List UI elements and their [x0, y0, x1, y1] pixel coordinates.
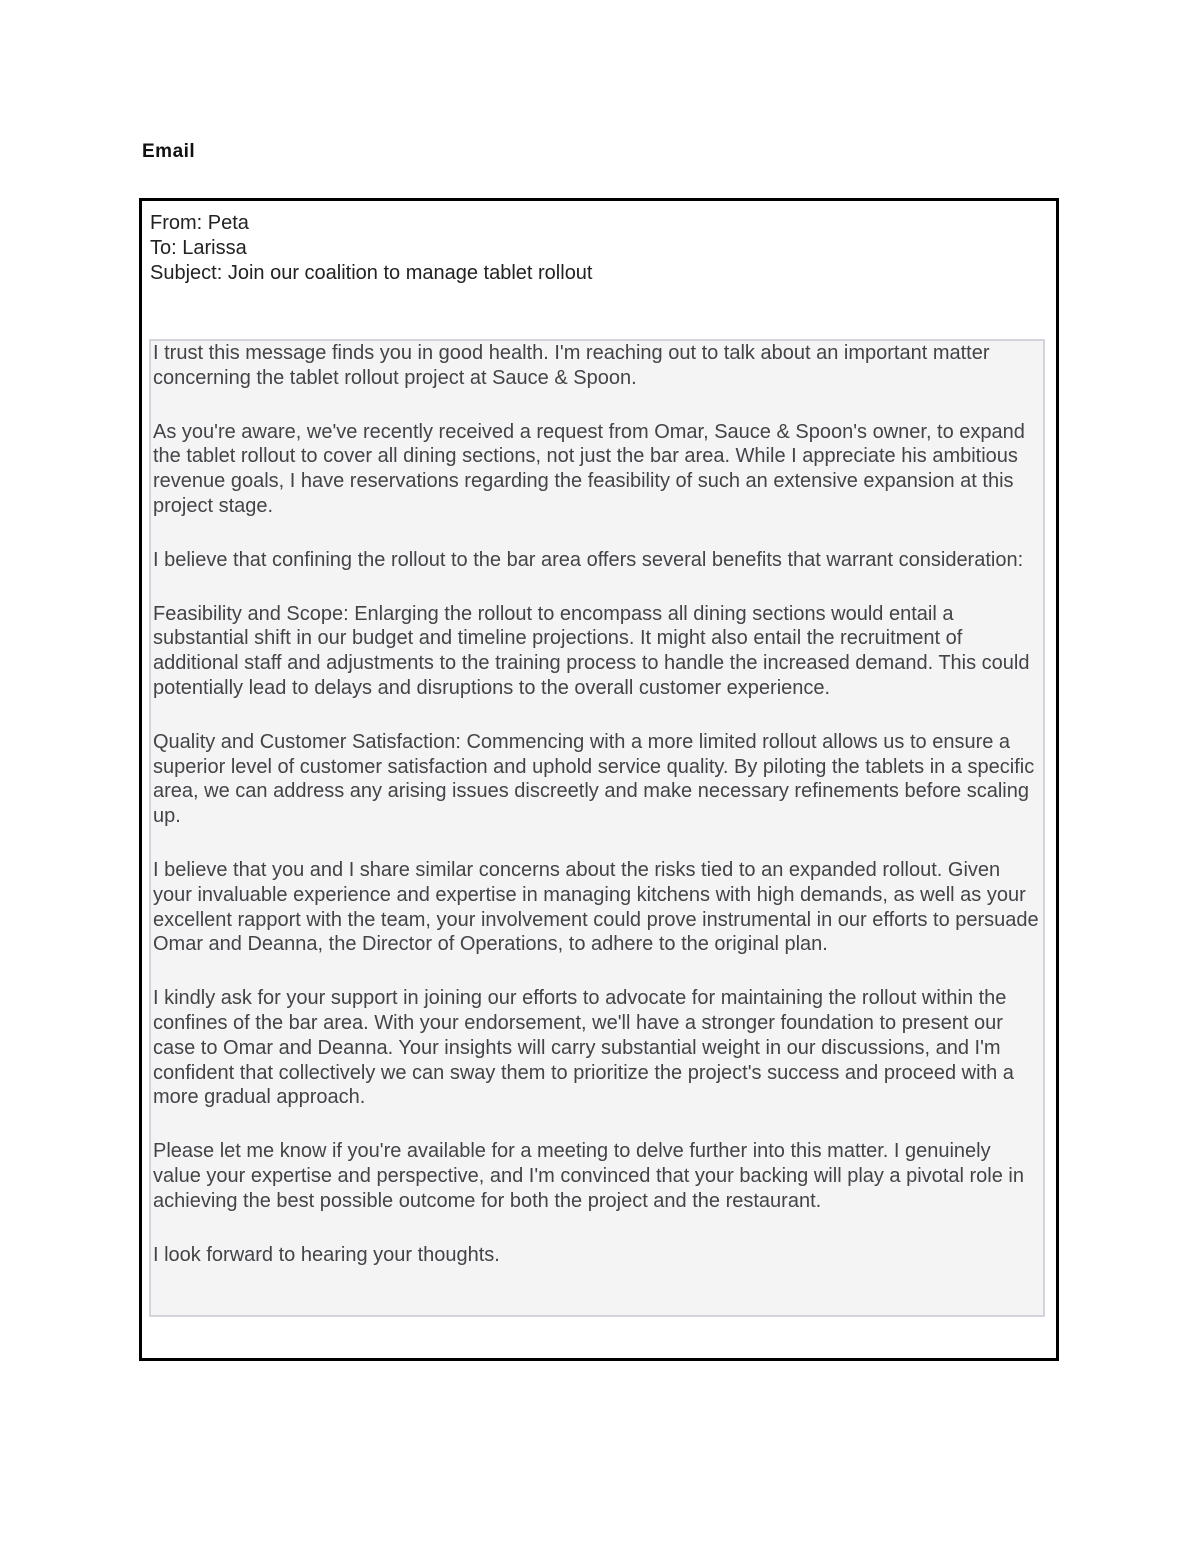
- email-container: [139, 198, 1059, 1361]
- email-body-text: [151, 341, 1043, 1267]
- document-title: Email: [142, 141, 196, 162]
- body-paragraph-3: I believe that confining the rollout to the bar area offers several benefits that warrant consideration:: [153, 548, 1024, 571]
- body-paragraph-6: I believe that you and I share similar concerns about the risks tied to an expanded rollout. Given your invaluable experience and expertise in managing kitchens with high demands, as well as your excellent rapport with the team, your involvement could prove instrumental in our efforts to persuade Omar and Deanna, the Director of Operations, to adhere to the original plan.: [153, 858, 1039, 956]
- body-paragraph-8: Please let me know if you're available for a meeting to delve further into this matter. I genuinely value your expertise and perspective, and I'm convinced that your backing will play a pivotal role in achieving the best possible outcome for both the project and the restaurant.: [153, 1140, 1024, 1212]
- body-paragraph-5: Quality and Customer Satisfaction: Commencing with a more limited rollout allows us to ensure a superior level of customer satisfaction and uphold service quality. By piloting the tablets in a specific area, we can address any arising issues discreetly and make necessary refinements before scaling up.: [153, 730, 1035, 828]
- email-body[interactable]: [149, 339, 1045, 1317]
- body-paragraph-9: I look forward to hearing your thoughts.: [153, 1243, 500, 1266]
- body-paragraph-1: I trust this message finds you in good health. I'm reaching out to talk about an important matter concerning the tablet rollout project at Sauce & Spoon.: [153, 342, 990, 389]
- body-paragraph-4: Feasibility and Scope: Enlarging the rollout to encompass all dining sections would entail a substantial shift in our budget and timeline projections. It might also entail the recruitment of additional staff and adjustments to the training process to handle the increased demand. This could potentially lead to delays and disruptions to the overall customer experience.: [153, 602, 1030, 699]
- email-from: From: Peta: [150, 212, 249, 234]
- email-subject: Subject: Join our coalition to manage tablet rollout: [150, 262, 593, 284]
- email-header: [150, 211, 1030, 286]
- email-to: To: Larissa: [150, 237, 247, 259]
- body-paragraph-7: I kindly ask for your support in joining our efforts to advocate for maintaining the rollout within the confines of the bar area. With your endorsement, we'll have a stronger foundation to present our case to Omar and Deanna. Your insights will carry substantial weight in our discussions, and I'm confident that collectively we can sway them to prioritize the project's success and proceed with a more gradual approach.: [153, 987, 1014, 1109]
- body-paragraph-2: As you're aware, we've recently received a request from Omar, Sauce & Spoon's owner, to expand the tablet rollout to cover all dining sections, not just the bar area. While I appreciate his ambitious revenue goals, I have reservations regarding the feasibility of such an extensive expansion at this project stage.: [153, 420, 1025, 517]
